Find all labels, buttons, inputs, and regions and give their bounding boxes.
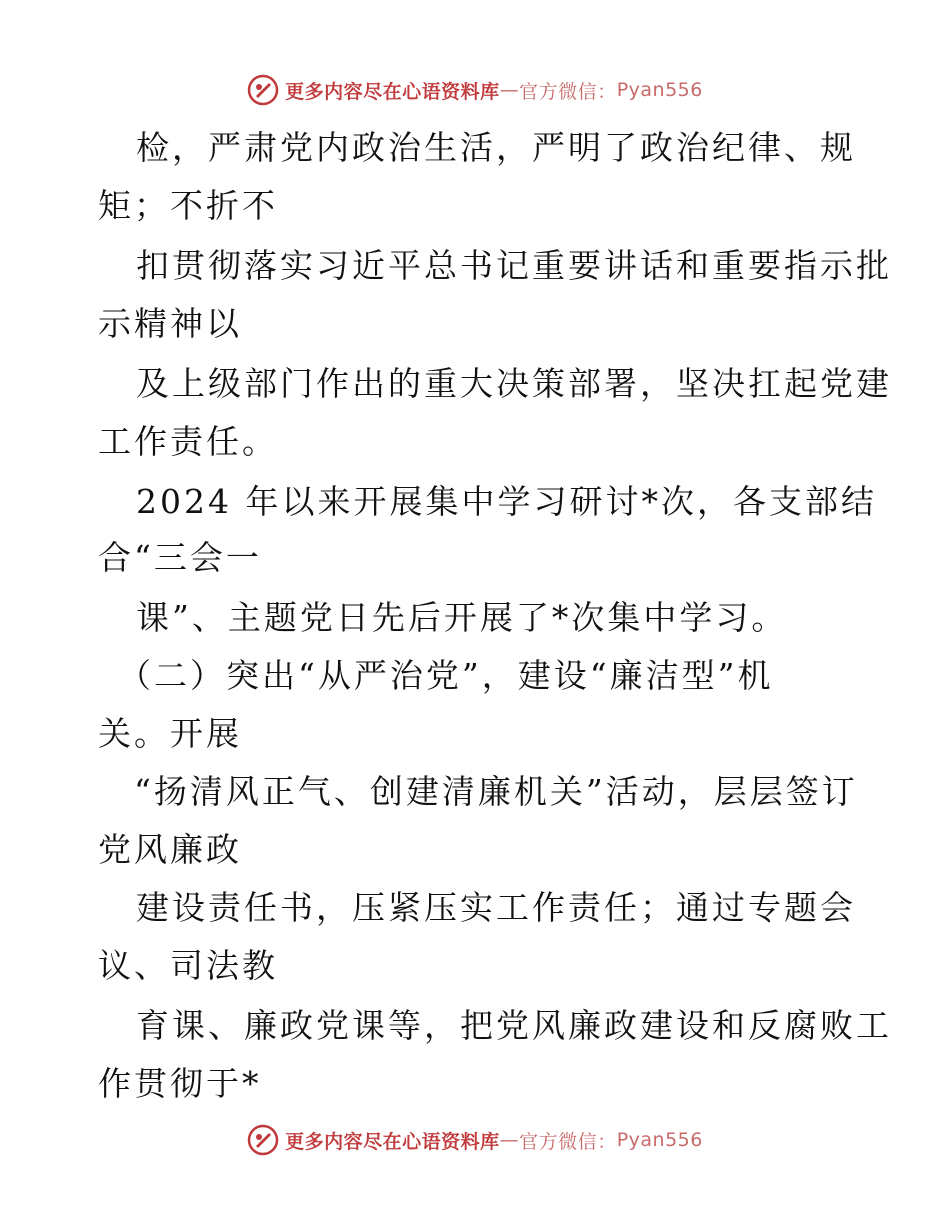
text-line: 党风廉政 [98,830,242,869]
text-line: 检，严肃党内政治生活，严明了政治纪律、规 [136,128,856,167]
text-line: 及上级部门作出的重大决策部署，坚决扛起党建 [136,364,892,403]
watermark-dash: — [499,1129,520,1151]
text-line: 合“三会一 [98,538,262,577]
watermark-main-text: 更多内容尽在心语资料库 [285,80,500,103]
text-line: 育课、廉政党课等，把党风廉政建设和反腐败工 [136,1006,892,1045]
watermark-logo-icon [247,1124,279,1156]
text-line: “扬清风正气、创建清廉机关”活动，层层签订 [134,772,858,811]
text-line: 建设责任书，压紧压实工作责任；通过专题会 [136,888,856,927]
watermark-logo-icon [247,74,279,106]
text-line: 示精神以 [98,304,242,343]
text-line: 课”、主题党日先后开展了*次集中学习。 [136,598,788,637]
text-line: 扣贯彻落实习近平总书记重要讲话和重要指示批 [136,246,892,285]
text-line: 工作责任。 [98,422,278,461]
text-line: 关。开展 [98,714,242,753]
watermark-id: Pyan556 [616,1129,703,1151]
text-line: （二）突出“从严治党”，建设“廉洁型”机 [118,656,774,695]
text-line: 矩；不折不 [98,186,278,225]
watermark-sub-text: 官方微信： [519,1130,617,1153]
watermark-id: Pyan556 [616,79,703,101]
text-line: 作贯彻于* [98,1064,262,1103]
text-line: 2024 年以来开展集中学习研讨*次，各支部结 [136,482,877,521]
text-line: 议、司法教 [98,946,278,985]
watermark-sub-text: 官方微信： [519,80,617,103]
footer-watermark [0,1122,950,1158]
watermark-main-text: 更多内容尽在心语资料库 [285,1130,500,1153]
watermark-dash: — [499,79,520,101]
header-watermark [0,72,950,108]
